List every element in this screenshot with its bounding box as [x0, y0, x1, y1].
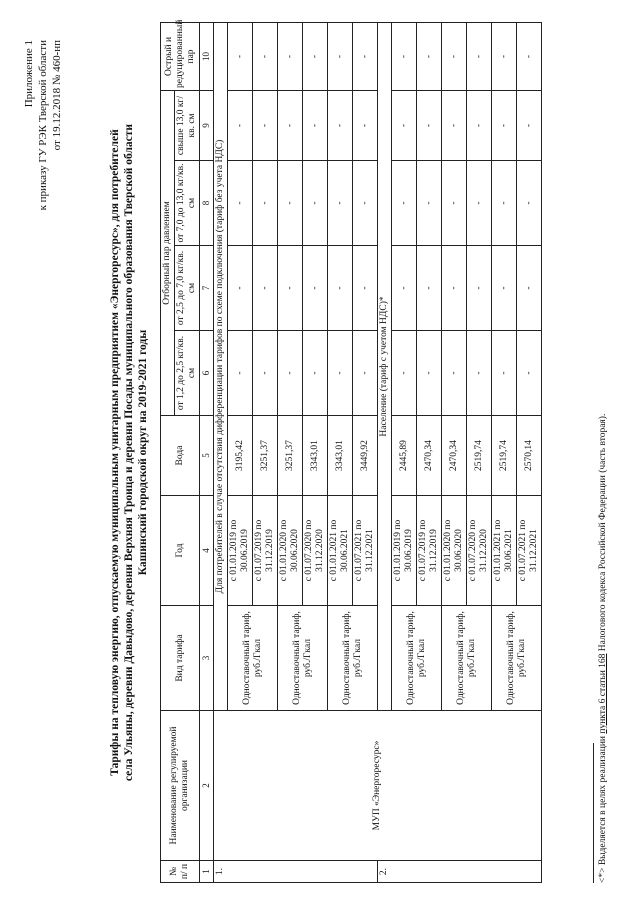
section-number: 2.	[378, 861, 542, 883]
dash-cell: -	[442, 90, 467, 160]
dash-cell: -	[467, 22, 492, 90]
document-title	[108, 0, 150, 905]
period: с 01.07.2019 по 31.12.2019	[253, 496, 278, 606]
water-value: 3449,92	[353, 416, 378, 496]
dash-cell: -	[392, 161, 417, 246]
dash-cell: -	[303, 90, 328, 160]
title-line: Кашинский городской округ на 2019-2021 годы	[137, 329, 149, 576]
period: с 01.01.2019 по 30.06.2019	[392, 496, 417, 606]
section-label: Население (тариф с учетом НДС)*	[378, 22, 392, 710]
dash-cell: -	[353, 161, 378, 246]
header-pressure-4: свыше 13,0 кг/кв. см	[175, 90, 200, 160]
tariff-type: Одноставочный тариф, руб./Гкал	[328, 606, 378, 711]
dash-cell: -	[303, 161, 328, 246]
header-tariff-type: Вид тарифа	[161, 606, 200, 711]
dash-cell: -	[392, 90, 417, 160]
dash-cell: -	[467, 331, 492, 416]
dash-cell: -	[353, 90, 378, 160]
period: с 01.07.2020 по 31.12.2020	[467, 496, 492, 606]
period: с 01.01.2019 по 30.06.2019	[228, 496, 253, 606]
header-pressure-2: от 2,5 до 7,0 кг/кв. см	[175, 246, 200, 331]
dash-cell: -	[353, 331, 378, 416]
header-no: № п/ п	[161, 861, 200, 883]
dash-cell: -	[392, 246, 417, 331]
column-number: 7	[200, 246, 214, 331]
section-label: Для потребителей в случае отсутствия дифференциации тарифов по схеме подключения (тариф без учета НДС)	[214, 22, 228, 710]
footnote-pre: <*> Выделяется в целях реализации	[598, 733, 608, 883]
footnote-separator	[593, 743, 594, 883]
dash-cell: -	[492, 161, 517, 246]
tariff-table	[160, 19, 542, 883]
dash-cell: -	[467, 161, 492, 246]
period: с 01.07.2019 по 31.12.2019	[417, 496, 442, 606]
header-org: Наименование регулируемой организации	[161, 711, 200, 861]
dash-cell: -	[492, 22, 517, 90]
dash-cell: -	[228, 331, 253, 416]
dash-cell: -	[467, 90, 492, 160]
dash-cell: -	[492, 331, 517, 416]
dash-cell: -	[278, 161, 303, 246]
dash-cell: -	[278, 246, 303, 331]
tariff-type: Одноставочный тариф, руб./Гкал	[228, 606, 278, 711]
dash-cell: -	[278, 22, 303, 90]
dash-cell: -	[417, 246, 442, 331]
dash-cell: -	[517, 161, 542, 246]
water-value: 3343,01	[328, 416, 353, 496]
water-value: 2470,34	[417, 416, 442, 496]
title-line: Тарифы на тепловую энергию, отпускаемую муниципальным унитарным предприятием «Энергоресурс», для потребителей	[109, 129, 121, 776]
section-number: 1.	[214, 861, 378, 883]
dash-cell: -	[417, 161, 442, 246]
dash-cell: -	[328, 331, 353, 416]
tariff-type: Одноставочный тариф, руб./Гкал	[278, 606, 328, 711]
period: с 01.01.2020 по 30.06.2020	[278, 496, 303, 606]
tariff-type: Одноставочный тариф, руб./Гкал	[492, 606, 542, 711]
column-number-row	[200, 22, 214, 882]
column-number: 10	[200, 22, 214, 90]
dash-cell: -	[278, 90, 303, 160]
dash-cell: -	[253, 246, 278, 331]
dash-cell: -	[417, 90, 442, 160]
water-value: 3343,01	[303, 416, 328, 496]
water-value: 2519,74	[492, 416, 517, 496]
dash-cell: -	[228, 161, 253, 246]
dash-cell: -	[328, 22, 353, 90]
header-year: Год	[161, 496, 200, 606]
dash-cell: -	[253, 331, 278, 416]
dash-cell: -	[417, 331, 442, 416]
column-number: 4	[200, 496, 214, 606]
dash-cell: -	[278, 331, 303, 416]
dash-cell: -	[442, 331, 467, 416]
footnote-post: Налогового кодекса Российской Федерации (часть вторая).	[598, 413, 608, 654]
dash-cell: -	[442, 22, 467, 90]
period: с 01.01.2020 по 30.06.2020	[442, 496, 467, 606]
water-value: 3251,37	[278, 416, 303, 496]
dash-cell: -	[228, 246, 253, 331]
water-value: 2570,14	[517, 416, 542, 496]
dash-cell: -	[467, 246, 492, 331]
dash-cell: -	[253, 22, 278, 90]
water-value: 2470,34	[442, 416, 467, 496]
dash-cell: -	[392, 22, 417, 90]
column-number: 5	[200, 416, 214, 496]
appendix-line: Приложение 1	[23, 40, 35, 108]
dash-cell: -	[253, 90, 278, 160]
dash-cell: -	[328, 90, 353, 160]
dash-cell: -	[303, 331, 328, 416]
header-pressure-1: от 1,2 до 2,5 кг/кв. см	[175, 331, 200, 416]
dash-cell: -	[492, 90, 517, 160]
period: с 01.07.2021 по 31.12.2021	[353, 496, 378, 606]
dash-cell: -	[353, 246, 378, 331]
dash-cell: -	[228, 90, 253, 160]
dash-cell: -	[353, 22, 378, 90]
footnote	[598, 414, 608, 883]
water-value: 3195,42	[228, 416, 253, 496]
period: с 01.01.2021 по 30.06.2021	[328, 496, 353, 606]
column-number: 3	[200, 606, 214, 711]
header-steam: Отборный пар давлением	[161, 90, 175, 415]
header-pressure-3: от 7,0 до 13,0 кг/кв. см	[175, 161, 200, 246]
water-value: 2519,74	[467, 416, 492, 496]
tariff-type: Одноставочный тариф, руб./Гкал	[392, 606, 442, 711]
dash-cell: -	[228, 22, 253, 90]
period: с 01.01.2021 по 30.06.2021	[492, 496, 517, 606]
period: с 01.07.2021 по 31.12.2021	[517, 496, 542, 606]
appendix-header	[22, 40, 64, 210]
appendix-line: к приказу ГУ РЭК Тверской области	[37, 40, 49, 211]
dash-cell: -	[303, 246, 328, 331]
dash-cell: -	[517, 90, 542, 160]
dash-cell: -	[253, 161, 278, 246]
dash-cell: -	[517, 331, 542, 416]
dash-cell: -	[303, 22, 328, 90]
appendix-line: от 19.12.2018 № 460-нп	[51, 40, 63, 151]
column-number: 1	[200, 861, 214, 883]
header-sharp-steam: Острый и редуцированный пар	[161, 22, 200, 90]
header-water: Вода	[161, 416, 200, 496]
column-number: 2	[200, 711, 214, 861]
dash-cell: -	[517, 22, 542, 90]
column-number: 6	[200, 331, 214, 416]
dash-cell: -	[492, 246, 517, 331]
period: с 01.07.2020 по 31.12.2020	[303, 496, 328, 606]
dash-cell: -	[517, 246, 542, 331]
dash-cell: -	[328, 246, 353, 331]
footnote-link[interactable]: пункта 6 статьи 168	[598, 653, 608, 734]
dash-cell: -	[417, 22, 442, 90]
dash-cell: -	[442, 161, 467, 246]
tariff-type: Одноставочный тариф, руб./Гкал	[442, 606, 492, 711]
water-value: 3251,37	[253, 416, 278, 496]
section-row	[214, 22, 228, 882]
dash-cell: -	[328, 161, 353, 246]
dash-cell: -	[392, 331, 417, 416]
column-number: 9	[200, 90, 214, 160]
water-value: 2445,89	[392, 416, 417, 496]
dash-cell: -	[442, 246, 467, 331]
org-name: МУП «Энергоресурс»	[214, 711, 542, 861]
column-number: 8	[200, 161, 214, 246]
title-line: села Ульяны, деревни Давыдово, деревни Верхняя Троица и деревни Посады муниципального образования Тверской области	[123, 123, 135, 782]
